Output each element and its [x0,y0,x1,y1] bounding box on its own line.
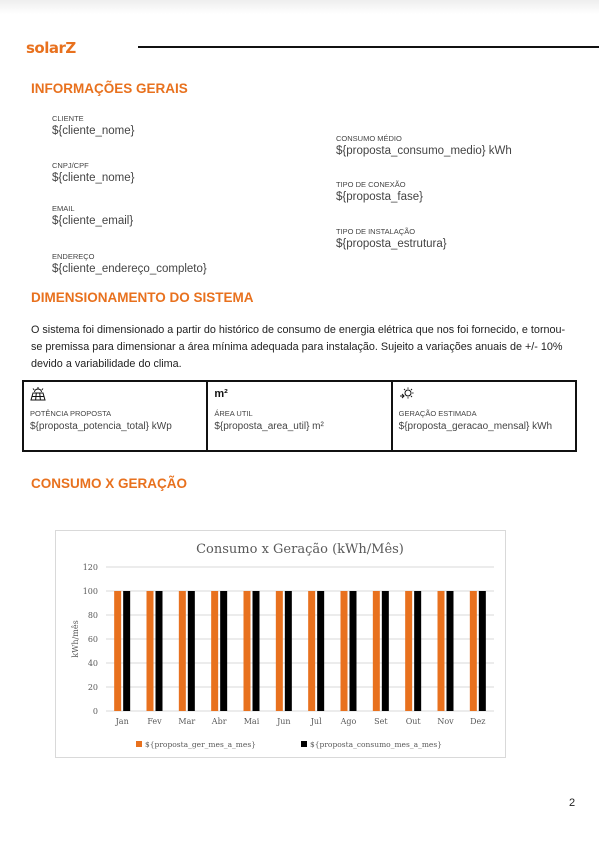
y-tick-label: 120 [82,563,98,572]
metric-power-label: POTÊNCIA PROPOSTA [30,409,112,418]
consumption-bar [220,591,227,711]
legend-swatch [136,741,142,747]
y-tick-label: 60 [87,635,98,644]
consumption-bar [188,591,195,711]
area-m2-icon: m² [214,388,228,400]
generation-bar [438,591,445,711]
metric-area [206,382,390,450]
top-shadow [0,0,599,14]
consumption-bar [479,591,486,711]
document-value: ${cliente_nome} [52,172,135,184]
legend-label: ${proposta_ger_mes_a_mes} [145,740,256,749]
sun-energy-icon [399,387,415,406]
client-label: CLIENTE [52,114,84,123]
generation-bar [244,591,251,711]
y-tick-label: 0 [92,707,98,716]
metric-generation-value: ${proposta_geracao_mensal} kWh [398,421,553,432]
metric-area-value: ${proposta_area_util} m² [214,421,324,432]
generation-bar [114,591,121,711]
x-tick-label: Mai [243,717,260,726]
metric-generation-label: GERAÇÃO ESTIMADA [398,409,477,418]
email-label: EMAIL [52,204,75,213]
consumption-value: ${proposta_consumo_medio} kWh [336,145,512,157]
solar-panel-icon [30,387,46,406]
installation-type-value: ${proposta_estrutura} [336,238,447,250]
consumption-bar [156,591,163,711]
generation-bar [147,591,154,711]
chart-svg [56,531,505,757]
y-tick-label: 40 [87,659,98,668]
legend-label: ${proposta_consumo_mes_a_mes} [310,740,442,749]
x-tick-label: Dez [470,717,486,726]
consumption-section-title: CONSUMO X GERAÇÃO [31,476,188,491]
consumption-generation-chart [55,530,506,758]
info-section-title: INFORMAÇÕES GERAIS [31,81,188,96]
document-label: CNPJ/CPF [52,161,89,170]
metrics-table [22,380,577,452]
generation-bar [405,591,412,711]
generation-bar [470,591,477,711]
metric-power [24,382,206,450]
consumption-bar [317,591,324,711]
consumption-label: CONSUMO MÉDIO [336,134,402,143]
generation-bar [211,591,218,711]
chart-title: Consumo x Geração (kWh/Mês) [196,542,404,557]
metric-power-value: ${proposta_potencia_total} kWp [30,421,172,432]
y-tick-label: 100 [82,587,98,596]
consumption-bar [123,591,130,711]
address-value: ${cliente_endereço_completo} [52,263,207,275]
x-tick-label: Abr [211,717,227,726]
x-tick-label: Jan [115,717,129,726]
consumption-bar [350,591,357,711]
x-tick-label: Mar [178,717,196,726]
consumption-bar [382,591,389,711]
metric-area-label: ÁREA UTIL [214,409,253,418]
consumption-bar [447,591,454,711]
metric-generation [391,382,575,450]
solarz-logo: solarZ [26,39,76,57]
x-tick-label: Set [374,717,388,726]
sizing-paragraph: O sistema foi dimensionado a partir do histórico de consumo de energia elétrica que nos foi fornecido, e tornou-se premissa para dimensionar a área mínima adequada para instalação. Sujeito a variações anuais de +/- 10% devido a variabilidade do clima. [31,324,566,370]
connection-type-label: TIPO DE CONEXÃO [336,180,406,189]
email-value: ${cliente_email} [52,215,134,227]
x-tick-label: Jul [310,717,322,726]
address-label: ENDEREÇO [52,252,95,261]
x-tick-label: Ago [340,717,357,726]
legend-swatch [301,741,307,747]
x-tick-label: Fev [147,717,162,726]
y-tick-label: 20 [87,683,98,692]
page-number: 2 [569,797,576,809]
client-value: ${cliente_nome} [52,125,135,137]
generation-bar [373,591,380,711]
y-tick-label: 80 [87,611,98,620]
connection-type-value: ${proposta_fase} [336,191,423,203]
y-axis-label: kWh/mês [71,620,80,658]
generation-bar [341,591,348,711]
generation-bar [179,591,186,711]
consumption-bar [414,591,421,711]
header-rule [138,46,599,48]
x-tick-label: Jun [277,717,291,726]
generation-bar [308,591,315,711]
installation-type-label: TIPO DE INSTALAÇÃO [336,227,416,236]
sizing-section-title: DIMENSIONAMENTO DO SISTEMA [31,290,254,305]
consumption-bar [285,591,292,711]
consumption-bar [253,591,260,711]
x-tick-label: Nov [437,717,454,726]
generation-bar [276,591,283,711]
x-tick-label: Out [405,717,421,726]
